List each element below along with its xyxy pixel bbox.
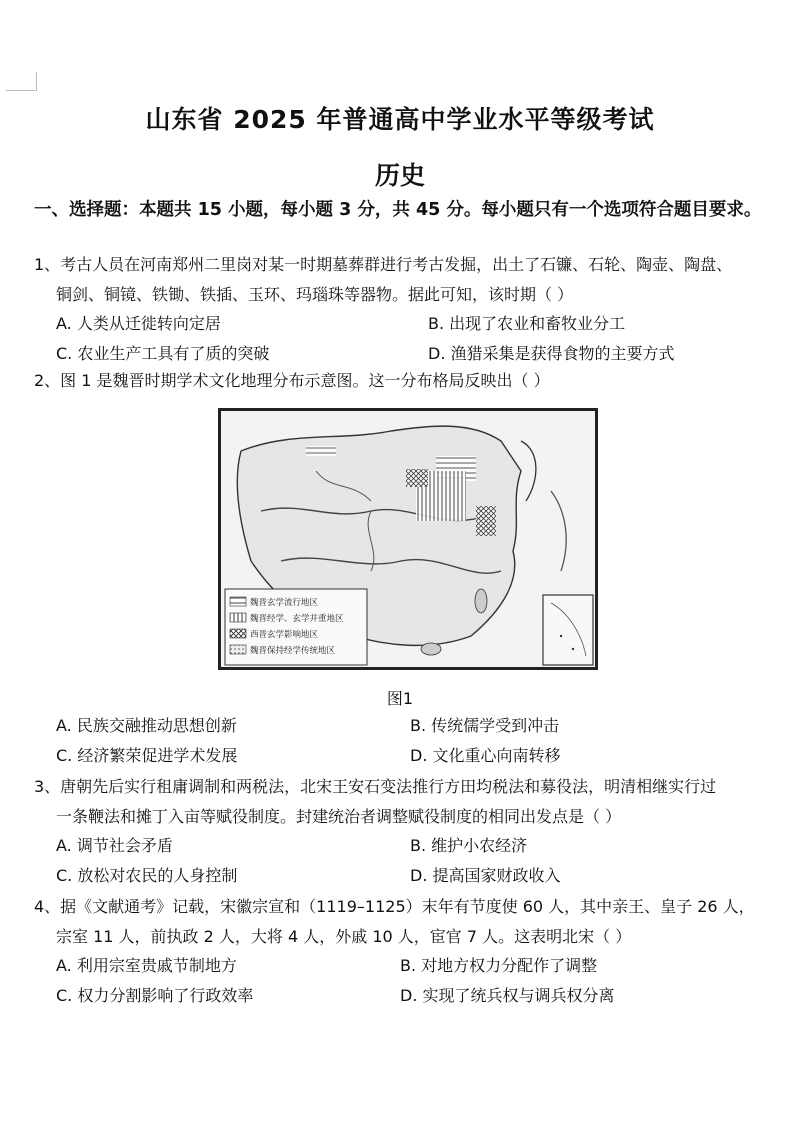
- question-1-stem-line2: 铜剑、铜镜、铁锄、铁插、玉环、玛瑙珠等器物。据此可知，该时期（ ）: [56, 285, 574, 304]
- option-2b[interactable]: B. 传统儒学受到冲击: [410, 716, 560, 735]
- figure-1-label: 图1: [386, 689, 414, 708]
- option-4d[interactable]: D. 实现了统兵权与调兵权分离: [400, 986, 615, 1005]
- option-4a[interactable]: A. 利用宗室贵戚节制地方: [56, 956, 237, 975]
- option-1a[interactable]: A. 人类从迁徙转向定居: [56, 314, 221, 333]
- option-2c[interactable]: C. 经济繁荣促进学术发展: [56, 746, 238, 765]
- question-4-stem-line2: 宗室 11 人，前执政 2 人，大将 4 人，外戚 10 人，宦官 7 人。这表明北宋（ ）: [56, 927, 632, 946]
- option-1d[interactable]: D. 渔猎采集是获得食物的主要方式: [428, 344, 675, 363]
- option-3c[interactable]: C. 放松对农民的人身控制: [56, 866, 238, 885]
- option-3a[interactable]: A. 调节社会矛盾: [56, 836, 173, 855]
- question-3-stem-line2: 一条鞭法和摊丁入亩等赋役制度。封建统治者调整赋役制度的相同出发点是（ ）: [56, 807, 622, 826]
- option-4c[interactable]: C. 权力分割影响了行政效率: [56, 986, 254, 1005]
- option-3d[interactable]: D. 提高国家财政收入: [410, 866, 561, 885]
- option-2d[interactable]: D. 文化重心向南转移: [410, 746, 561, 765]
- legend-item-4: 魏晋保持经学传统地区: [250, 646, 336, 656]
- question-2: [34, 366, 784, 396]
- subject-title: 历史: [374, 161, 425, 190]
- question-1-stem-line1: 1、考古人员在河南郑州二里岗对某一时期墓葬群进行考古发掘，出土了石镰、石轮、陶壶、陶盘、: [34, 255, 733, 274]
- legend-item-1: 魏晋玄学流行地区: [250, 598, 319, 608]
- option-2a[interactable]: A. 民族交融推动思想创新: [56, 716, 237, 735]
- option-3b[interactable]: B. 维护小农经济: [410, 836, 528, 855]
- question-4-stem-line1: 4、据《文献通考》记载，宋徽宗宣和（1119–1125）末年有节度使 60 人，其中亲王、皇子 26 人，: [34, 897, 755, 916]
- option-1c[interactable]: C. 农业生产工具有了质的突破: [56, 344, 270, 363]
- option-4b[interactable]: B. 对地方权力分配作了调整: [400, 956, 598, 975]
- option-1b[interactable]: B. 出现了农业和畜牧业分工: [428, 314, 626, 333]
- question-4: [34, 892, 784, 952]
- question-1: [34, 250, 784, 310]
- legend-item-2: 魏晋经学、玄学并重地区: [250, 614, 344, 624]
- question-3: [34, 772, 784, 832]
- section-heading: 一、选择题：本题共 15 小题，每小题 3 分，共 45 分。每小题只有一个选项符合题目要求。: [34, 200, 762, 220]
- question-2-stem-line1: 2、图 1 是魏晋时期学术文化地理分布示意图。这一分布格局反映出（ ）: [34, 371, 550, 390]
- corner-crop-mark: [6, 72, 37, 91]
- question-3-stem-line1: 3、唐朝先后实行租庸调制和两税法，北宋王安石变法推行方田均税法和募役法，明清相继实行过: [34, 777, 717, 796]
- exam-title: 山东省 2025 年普通高中学业水平等级考试: [145, 105, 655, 134]
- legend-item-3: 西晋玄学影响地区: [250, 630, 319, 640]
- map-illustration: [221, 411, 595, 667]
- figure-1-map: [218, 408, 598, 670]
